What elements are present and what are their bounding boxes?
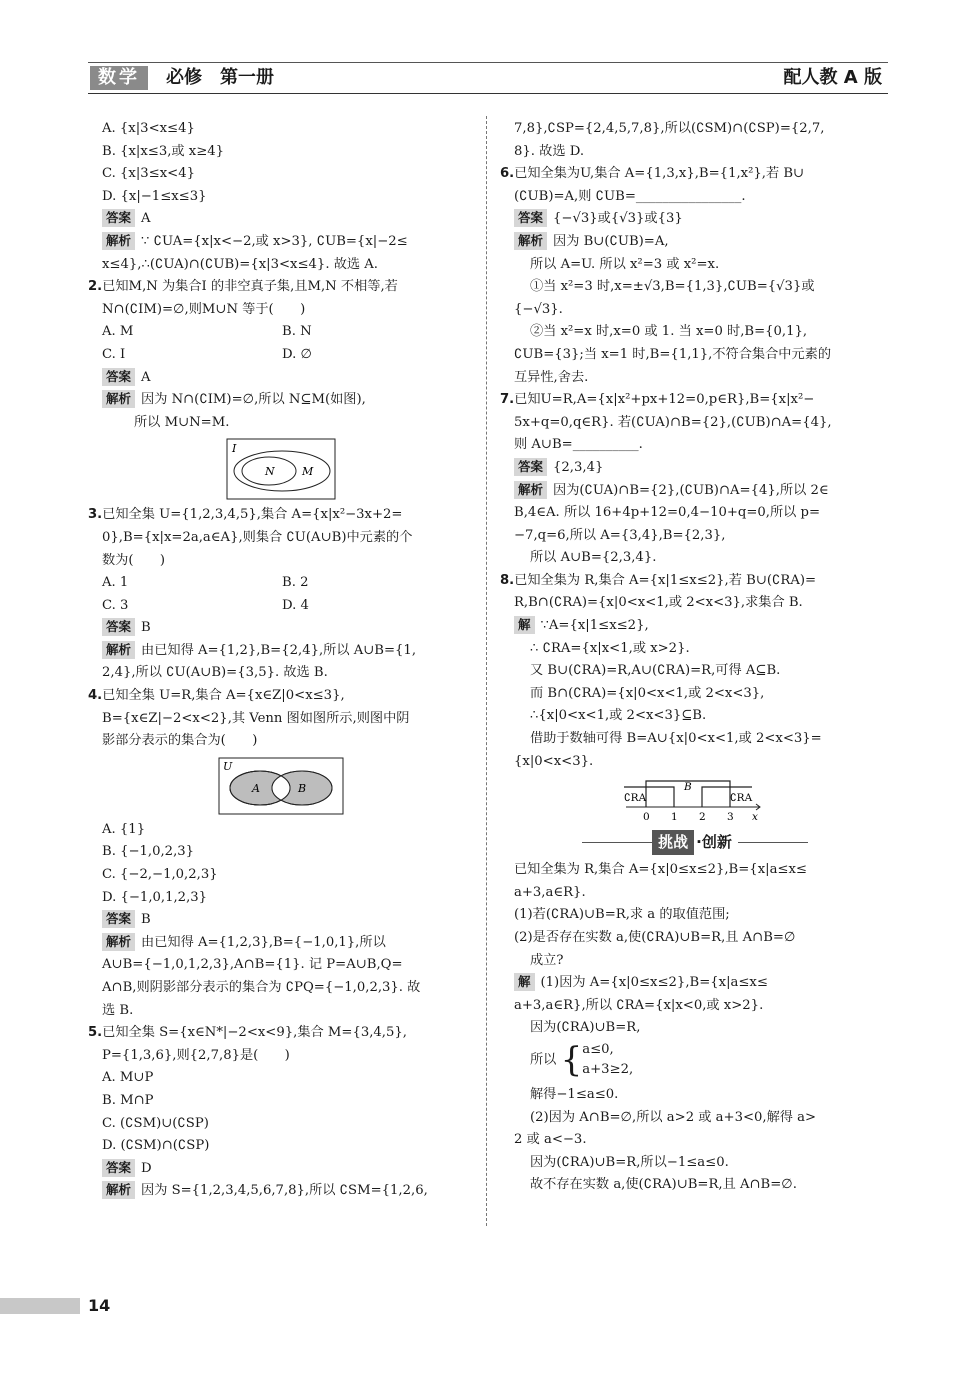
- line-text: B,4∈A. 所以 16+4p+12=0,4−10+q=0,所以 p=: [514, 505, 821, 521]
- line-text: 所以 M∪N=M.: [134, 414, 230, 430]
- line-text: {x|0<x<3}.: [514, 753, 594, 769]
- text-line: [88, 254, 473, 277]
- venn-u-label: U: [222, 759, 232, 773]
- text-line: [88, 276, 473, 299]
- text-line: [88, 640, 473, 663]
- text-line: [500, 995, 890, 1018]
- text-line: [500, 904, 890, 927]
- line-text: ∁UB={3};当 x=1 时,B={1,1},不符合集合中元素的: [514, 346, 832, 362]
- line-text: a+3,a∈R},所以 ∁RA={x|x<0,或 x>2}.: [514, 997, 764, 1013]
- label-tag: 答案: [102, 618, 135, 636]
- line-text: {2,3,4}: [553, 459, 604, 475]
- text-line: [88, 118, 473, 141]
- text-line: [88, 977, 473, 1000]
- line-text: 2 或 a<−3.: [514, 1132, 587, 1148]
- line-text: 数为( ): [102, 552, 166, 568]
- label-tag: 解析: [102, 390, 135, 408]
- right-column: [500, 118, 890, 1197]
- line-text: A∪B={−1,0,1,2,3},A∩B={1}. 记 P=A∪B,Q=: [102, 957, 403, 973]
- question-number: 8.: [500, 572, 515, 588]
- text-line: [500, 1107, 890, 1130]
- line-text: −7,q=6,所以 A={3,4},B={2,3},: [514, 527, 726, 543]
- line-text: C. {x|3≤x<4}: [102, 166, 195, 182]
- line-text: C. (∁SM)∪(∁SP): [102, 1115, 209, 1131]
- line-text: 解得−1≤a≤0.: [530, 1086, 619, 1102]
- line-text: 因为 N∩(∁IM)=∅,所以 N⊆M(如图),: [141, 392, 366, 408]
- line-text: B: [141, 912, 151, 928]
- line-text: 5x+q=0,q∈R}. 若(∁UA)∩B={2},(∁UB)∩A={4},: [514, 414, 832, 430]
- line-text: 因为(∁UA)∩B={2},(∁UB)∩A={4},所以 2∈: [553, 482, 829, 498]
- label-tag: 答案: [514, 209, 547, 227]
- book-title: 必修 第一册: [166, 67, 274, 88]
- set-b-label: B: [684, 781, 692, 794]
- option: D. 4: [282, 597, 309, 613]
- banner-text: ·创新: [696, 832, 732, 851]
- q3-options: [88, 572, 473, 617]
- label-tag: 解: [514, 973, 535, 991]
- text-line: [88, 1135, 473, 1158]
- line-text: ①当 x²=3 时,x=±√3,B={1,3},∁UB={√3}或: [530, 279, 815, 295]
- line-text: 因为 B∪(∁UB)=A,: [553, 233, 669, 249]
- text-line: [88, 412, 473, 435]
- text-line: [500, 299, 890, 322]
- line-text: 已知全集 U={1,2,3,4,5},集合 A={x|x²−3x+2=: [102, 507, 403, 523]
- line-text: B. M∩P: [102, 1092, 154, 1108]
- option: B. 2: [282, 575, 309, 591]
- text-line: [500, 367, 890, 390]
- text-line: [500, 950, 890, 973]
- line-text: A: [141, 369, 151, 385]
- text-line: [88, 367, 473, 390]
- number-line-svg: [620, 777, 770, 823]
- line-text: 8}. 故选 D.: [514, 143, 585, 159]
- line-text: 因为 S={1,2,3,4,5,6,7,8},所以 ∁SM={1,2,6,: [141, 1183, 428, 1199]
- text-line: [88, 550, 473, 573]
- line-text: 由已知得 A={1,2},B={2,4},所以 A∪B={1,: [141, 642, 417, 658]
- line-text: (1)若(∁RA)∪B=R,求 a 的取值范围;: [514, 907, 730, 923]
- line-text: 已知全集为 R,集合 A={x|0≤x≤2},B={x|a≤x≤: [514, 862, 807, 878]
- line-text: 因为(∁RA)∪B=R,所以−1≤a≤0.: [530, 1154, 729, 1170]
- line-text: ∵ ∁UA={x|x<−2,或 x>3}, ∁UB={x|−2≤: [141, 233, 408, 249]
- line-text: 影部分表示的集合为( ): [102, 733, 258, 749]
- label-tag: 解析: [514, 481, 547, 499]
- axis-label: x: [752, 811, 758, 824]
- text-line: [88, 841, 473, 864]
- text-line: [500, 525, 890, 548]
- system-row-2: a+3≥2,: [582, 1061, 634, 1077]
- option: D. ∅: [282, 346, 312, 362]
- venn-diagram-nm: [88, 438, 473, 500]
- text-line: [500, 1017, 890, 1040]
- label-tag: 解析: [102, 933, 135, 951]
- line-text: A. {1}: [102, 821, 146, 837]
- question-number: 4.: [88, 688, 103, 704]
- line-text: N∩(∁IM)=∅,则M∪N 等于( ): [102, 301, 306, 317]
- line-text: A. {x|3<x≤4}: [102, 121, 195, 136]
- text-line: [500, 683, 890, 706]
- option: C. 3: [102, 597, 129, 613]
- line-text: B: [141, 620, 151, 636]
- line-text: 而 B∩(∁RA)={x|0<x<1,或 2<x<3},: [530, 685, 765, 701]
- text-line: [88, 1022, 473, 1045]
- text-line: [88, 389, 473, 412]
- venn-diagram-ab: [88, 757, 473, 815]
- banner-line-right: [738, 842, 808, 843]
- line-text: (2)因为 A∩B=∅,所以 a>2 或 a+3<0,解得 a>: [530, 1109, 817, 1125]
- line-text: A: [141, 211, 151, 227]
- text-line: [88, 141, 473, 164]
- text-line: [500, 344, 890, 367]
- text-line: [500, 1174, 890, 1197]
- text-line: [88, 504, 473, 527]
- line-text: (1)因为 A={x|0≤x≤2},B={x|a≤x≤: [540, 975, 768, 991]
- text-line: [500, 457, 890, 480]
- line-text: {−√3}.: [514, 301, 563, 317]
- line-text: 7,8},∁SP={2,4,5,7,8},所以(∁SM)∩(∁SP)={2,7,: [514, 121, 825, 136]
- text-line: [500, 882, 890, 905]
- line-text: B. {x|x≤3,或 x≥4}: [102, 143, 225, 159]
- line-text: D. {−1,0,1,2,3}: [102, 889, 208, 905]
- page-number: 14: [88, 1296, 111, 1315]
- line-text: 选 B.: [102, 1002, 134, 1018]
- question-number: 2.: [88, 279, 103, 295]
- text-line: [500, 927, 890, 950]
- edition-label: 配人教 A 版: [783, 67, 882, 88]
- line-text: 由已知得 A={1,2,3},B={−1,0,1},所以: [141, 934, 386, 950]
- label-tag: 解析: [102, 1181, 135, 1199]
- left-column: [88, 118, 473, 1203]
- text-line: [88, 527, 473, 550]
- line-text: 互异性,舍去.: [514, 369, 589, 385]
- page-header: [88, 62, 888, 94]
- challenge-banner: [500, 829, 890, 855]
- line-text: B={x∈Z|−2<x<2},其 Venn 图如图所示,则图中阴: [102, 710, 410, 726]
- tick-label-3: 3: [727, 811, 734, 824]
- line-text: 0},B={x|x=2a,a∈A},则集合 ∁U(A∪B)中元素的个: [102, 529, 413, 545]
- question-number: 3.: [88, 507, 103, 523]
- option-row: [102, 321, 473, 344]
- line-text: ∵A={x|1≤x≤2},: [540, 618, 649, 634]
- banner-line-left: [582, 842, 652, 843]
- line-text: a+3,a∈R}.: [514, 884, 586, 900]
- q2-options: [88, 321, 473, 366]
- text-line: [500, 186, 890, 209]
- line-text: 已知M,N 为集合I 的非空真子集,且M,N 不相等,若: [102, 279, 398, 295]
- label-tag: 答案: [102, 368, 135, 386]
- label-tag: 答案: [102, 910, 135, 928]
- line-text: 故不存在实数 a,使(∁RA)∪B=R,且 A∩B=∅.: [530, 1177, 797, 1193]
- line-text: (2)是否存在实数 a,使(∁RA)∪B=R,且 A∩B=∅: [514, 930, 796, 945]
- line-text: A. M∪P: [102, 1070, 154, 1086]
- option: C. I: [102, 346, 126, 362]
- line-text: 又 B∪(∁RA)=R,A∪(∁RA)=R,可得 A⊆B.: [530, 663, 781, 679]
- line-text: D. (∁SM)∩(∁SP): [102, 1138, 210, 1154]
- line-text: ∴ ∁RA={x|x<1,或 x>2}.: [530, 640, 690, 656]
- line-text: 借助于数轴可得 B=A∪{x|0<x<1,或 2<x<3}=: [530, 731, 822, 747]
- tick-label-1: 1: [671, 811, 678, 824]
- venn-b-label: B: [297, 781, 306, 795]
- text-line: [500, 502, 890, 525]
- text-line: [500, 615, 890, 638]
- venn-svg-nm: [226, 438, 336, 500]
- label-tag: 解: [514, 616, 535, 634]
- question-number: 7.: [500, 392, 515, 408]
- text-line: [500, 480, 890, 503]
- label-tag: 解析: [102, 641, 135, 659]
- line-text: 已知U=R,A={x|x²+px+12=0,p∈R},B={x|x²−: [514, 392, 815, 408]
- line-text: (∁UB)=A,则 ∁UB=________________.: [514, 188, 746, 204]
- text-line: [500, 412, 890, 435]
- left-complement-label: ∁RA: [624, 792, 647, 805]
- venn-a-label: A: [251, 781, 260, 795]
- set-m-ellipse: [234, 451, 330, 491]
- text-line: [500, 705, 890, 728]
- line-text: A∩B,则阴影部分表示的集合为 ∁PQ={−1,0,2,3}. 故: [102, 980, 421, 995]
- line-text: B. {−1,0,2,3}: [102, 844, 195, 860]
- line-text: 则 A∪B=__________.: [514, 437, 643, 453]
- venn-i-label: I: [231, 442, 236, 456]
- text-line: [88, 1000, 473, 1023]
- line-text: 2,4},所以 ∁U(A∪B)={3,5}. 故选 B.: [102, 665, 328, 681]
- text-line: [88, 208, 473, 231]
- line-text: C. {−2,−1,0,2,3}: [102, 867, 218, 883]
- text-line: [500, 859, 890, 882]
- text-line: [88, 819, 473, 842]
- venn-m-label: M: [301, 465, 313, 479]
- line-text: 已知全集 S={x∈N*|−2<x<9},集合 M={3,4,5},: [102, 1025, 407, 1041]
- text-line: [500, 1084, 890, 1107]
- text-line: [88, 864, 473, 887]
- option-row: [102, 595, 473, 618]
- text-line: [88, 1180, 473, 1203]
- text-line: [500, 254, 890, 277]
- subject-tag: 数学: [90, 66, 148, 90]
- label-tag: 答案: [102, 1159, 135, 1177]
- text-line: [500, 141, 890, 164]
- option: A. 1: [102, 575, 129, 591]
- system-prefix: 所以: [530, 1052, 557, 1068]
- text-line: [88, 932, 473, 955]
- venn-n-label: N: [264, 465, 275, 479]
- text-line: [500, 592, 890, 615]
- text-line: [500, 321, 890, 344]
- text-line: [88, 1113, 473, 1136]
- text-line: [88, 1067, 473, 1090]
- text-line: [88, 231, 473, 254]
- text-line: [88, 730, 473, 753]
- text-line: [500, 660, 890, 683]
- line-text: 因为(∁RA)∪B=R,: [530, 1020, 641, 1036]
- footer-bar: [0, 1298, 80, 1314]
- tick-label-0: 0: [643, 811, 650, 824]
- label-tag: 答案: [514, 458, 547, 476]
- text-line: [500, 208, 890, 231]
- text-line: [500, 1152, 890, 1175]
- line-text: ②当 x²=x 时,x=0 或 1. 当 x=0 时,B={0,1},: [530, 324, 808, 340]
- text-line: [500, 570, 890, 593]
- line-text: 已知全集为 R,集合 A={x|1≤x≤2},若 B∪(∁RA)=: [514, 572, 817, 588]
- label-tag: 解析: [102, 232, 135, 250]
- question-number: 5.: [88, 1025, 103, 1041]
- line-text: 成立?: [530, 952, 564, 968]
- label-tag: 答案: [102, 209, 135, 227]
- line-text: R,B∩(∁RA)={x|0<x<1,或 2<x<3},求集合 B.: [514, 595, 803, 611]
- text-line: [500, 231, 890, 254]
- banner-tag: 挑战: [652, 830, 694, 855]
- text-line: [500, 547, 890, 570]
- line-text: P={1,3,6},则{2,7,8}是( ): [102, 1047, 290, 1063]
- text-line: [88, 1045, 473, 1068]
- line-text: 所以 A=U. 所以 x²=3 或 x²=x.: [530, 256, 720, 272]
- line-text: ∴{x|0<x<1,或 2<x<3}⊆B.: [530, 708, 707, 724]
- option-row: [102, 344, 473, 367]
- header-top-rule: [88, 62, 888, 63]
- tick-label-2: 2: [699, 811, 706, 824]
- option-row: [102, 572, 473, 595]
- label-tag: 解析: [514, 232, 547, 250]
- text-line: [500, 638, 890, 661]
- text-line: [88, 662, 473, 685]
- text-line: [500, 751, 890, 774]
- text-line: [88, 186, 473, 209]
- question-number: 6.: [500, 166, 515, 182]
- text-line: [500, 389, 890, 412]
- text-line: [88, 909, 473, 932]
- line-text: x≤4},∴(∁UA)∩(∁UB)={x|3<x≤4}. 故选 A.: [102, 256, 378, 272]
- text-line: [88, 1090, 473, 1113]
- text-line: [500, 728, 890, 751]
- text-line: [500, 434, 890, 457]
- option: A. M: [102, 324, 134, 340]
- text-line: [88, 1158, 473, 1181]
- venn-svg-ab: [218, 757, 344, 815]
- header-bottom-rule: [88, 93, 888, 94]
- text-line: [500, 1129, 890, 1152]
- text-line: [500, 276, 890, 299]
- text-line: [500, 118, 890, 141]
- text-line: [88, 954, 473, 977]
- right-complement-label: ∁RA: [730, 792, 753, 805]
- text-line: [88, 887, 473, 910]
- inequality-system: [500, 1040, 890, 1084]
- line-text: D. {x|−1≤x≤3}: [102, 188, 207, 204]
- text-line: [500, 972, 890, 995]
- column-divider: [486, 116, 487, 1226]
- line-text: 已知全集 U=R,集合 A={x∈Z|0<x≤3},: [102, 688, 345, 704]
- system-brace: { a≤0, a+3≥2,: [560, 1039, 634, 1080]
- text-line: [88, 685, 473, 708]
- line-text: D: [141, 1160, 152, 1176]
- option: B. N: [282, 324, 312, 340]
- number-line-figure: [500, 777, 890, 823]
- line-text: 所以 A∪B={2,3,4}.: [530, 550, 657, 566]
- text-line: [88, 299, 473, 322]
- text-line: [88, 708, 473, 731]
- line-text: {−√3}或{√3}或{3}: [553, 211, 683, 227]
- text-line: [88, 163, 473, 186]
- system-row-1: a≤0,: [582, 1041, 614, 1057]
- text-line: [500, 163, 890, 186]
- line-text: 已知全集为U,集合 A={1,3,x},B={1,x²},若 B∪: [514, 166, 805, 182]
- text-line: [88, 617, 473, 640]
